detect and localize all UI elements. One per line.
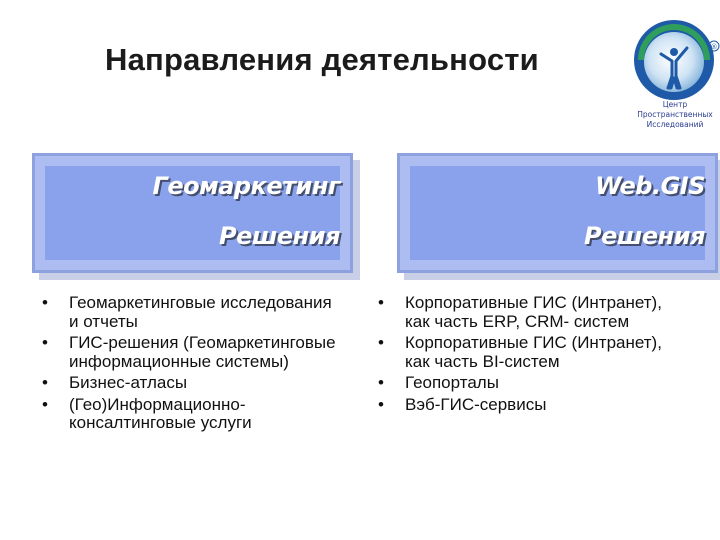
bullet-item: • Корпоративные ГИС (Интранет), как часть ERP, CRM- систем xyxy=(378,294,668,331)
panel-subtitle: Решения xyxy=(219,222,340,250)
logo-caption-line: Исследований xyxy=(646,120,704,129)
webgis-panel xyxy=(397,153,718,273)
bullet-item: • Вэб-ГИС-сервисы xyxy=(378,396,668,415)
bullet-item: • ГИС-решения (Геомаркетинговые информационные системы) xyxy=(42,334,342,371)
webgis-bullet-list xyxy=(378,294,668,417)
bullet-item: • Бизнес-атласы xyxy=(42,374,342,393)
bullet-item: • (Гео)Информационно-консалтинговые услуги xyxy=(42,396,342,433)
geomarketing-bullet-list xyxy=(42,294,342,436)
bullet-item: • Корпоративные ГИС (Интранет), как часть BI-систем xyxy=(378,334,668,371)
logo-caption-line: Пространственных xyxy=(637,110,713,119)
logo-caption-line: Центр xyxy=(662,100,688,109)
panel-title: Геомаркетинг xyxy=(152,172,340,200)
geomarketing-panel xyxy=(32,153,353,273)
panel-title: Web.GIS xyxy=(595,172,705,200)
bullet-item: • Геопорталы xyxy=(378,374,668,393)
slide-title: Направления деятельности xyxy=(105,42,539,77)
registered-mark: ® xyxy=(710,43,718,51)
panel-subtitle: Решения xyxy=(584,222,705,250)
logo-caption xyxy=(632,100,718,130)
bullet-item: • Геомаркетинговые исследования и отчеты xyxy=(42,294,342,331)
